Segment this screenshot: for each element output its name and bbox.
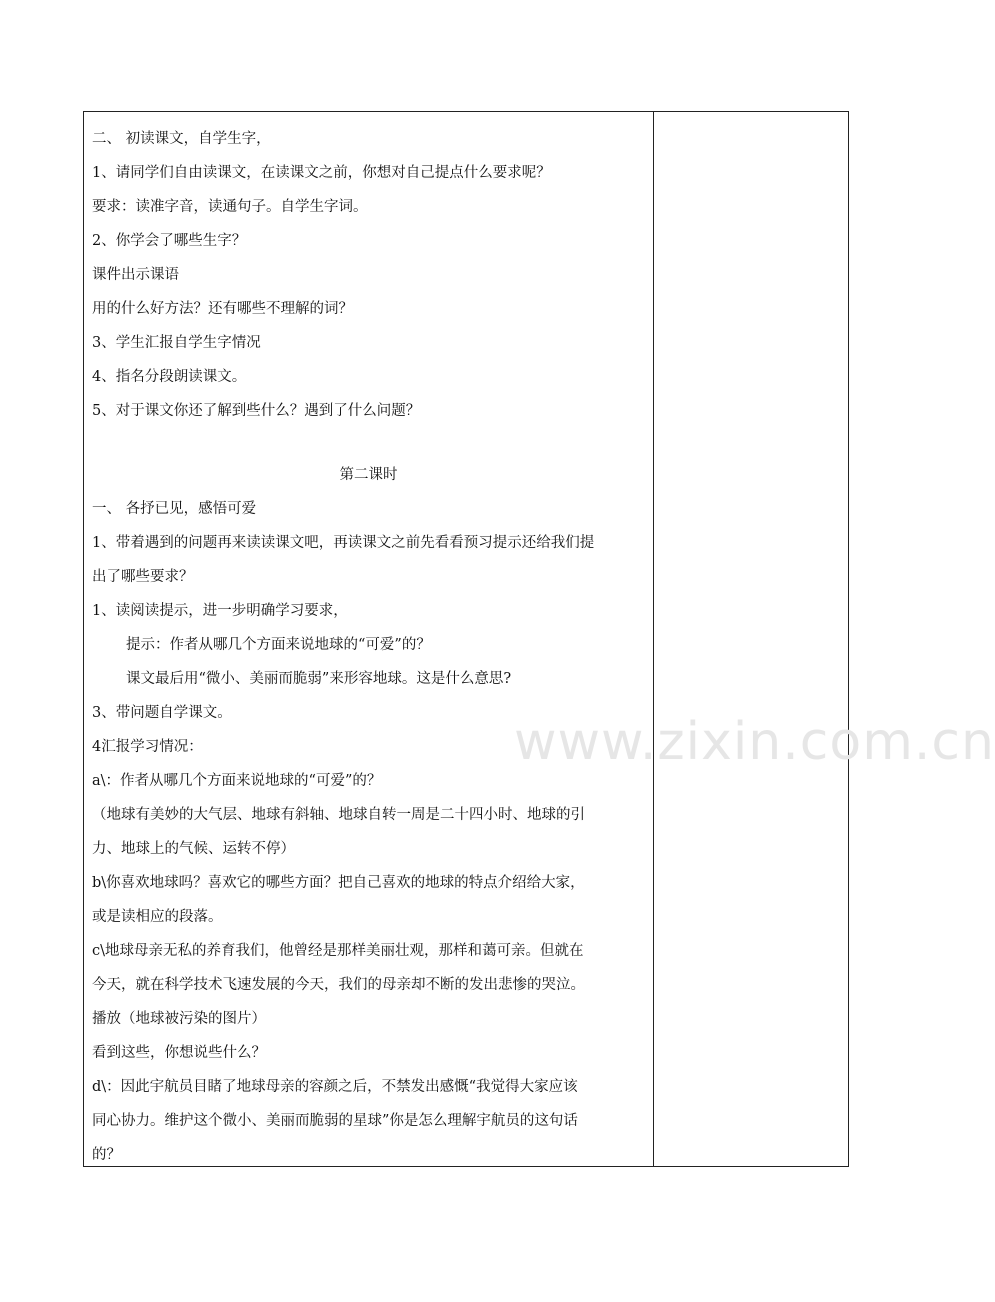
content-line: 用的什么好方法？还有哪些不理解的词？ <box>92 301 353 317</box>
section-heading: 一、 各抒已见，感悟可爱 <box>92 501 257 517</box>
lesson-plan-table <box>83 111 995 1167</box>
content-line: b\你喜欢地球吗？喜欢它的哪些方面？把自己喜欢的地球的特点介绍给大家， <box>92 875 585 891</box>
content-line: c\地球母亲无私的养育我们，他曾经是那样美丽壮观，那样和蔼可亲。但就在 <box>92 943 584 959</box>
content-line: 看到这些，你想说些什么？ <box>92 1045 266 1061</box>
section-heading: 二、 初读课文，自学生字， <box>92 131 271 147</box>
content-line: 课文最后用“微小、美丽而脆弱”来形容地球。这是什么意思? <box>126 671 512 687</box>
content-line: 的？ <box>92 1147 121 1163</box>
content-line: 5、对于课文你还了解到些什么？遇到了什么问题？ <box>92 403 421 419</box>
content-line: a\：作者从哪几个方面来说地球的“可爱”的？ <box>92 773 382 789</box>
content-line: 1、读阅读提示，进一步明确学习要求， <box>92 603 348 619</box>
watermark: www.zixin.com.cn <box>514 712 995 772</box>
content-line: 1、带着遇到的问题再来读读课文吧，再读课文之前先看看预习提示还给我们提 <box>92 535 595 551</box>
content-line: 4、指名分段朗读课文。 <box>92 369 247 385</box>
content-line: 2、你学会了哪些生字？ <box>92 233 247 249</box>
content-line: d\：因此宇航员目睹了地球母亲的容颜之后，不禁发出感慨“我觉得大家应该 <box>92 1079 578 1095</box>
lesson-content-cell <box>84 112 995 1166</box>
notes-cell <box>654 112 848 1166</box>
content-line: 播放（地球被污染的图片） <box>92 1011 266 1027</box>
content-line: 4汇报学习情况： <box>92 739 203 755</box>
content-line: 今天，就在科学技术飞速发展的今天，我们的母亲却不断的发出悲惨的哭泣。 <box>92 977 585 993</box>
content-line: 课件出示课语 <box>92 267 179 283</box>
content-line: （地球有美妙的大气层、地球有斜轴、地球自转一周是二十四小时、地球的引 <box>92 807 585 823</box>
content-line: 出了哪些要求？ <box>92 569 194 585</box>
content-line: 同心协力。维护这个微小、美丽而脆弱的星球”你是怎么理解宇航员的这句话 <box>92 1113 578 1129</box>
content-line: 或是读相应的段落。 <box>92 909 223 925</box>
content-line: 3、带问题自学课文。 <box>92 705 232 721</box>
lesson-period-title: 第二课时 <box>339 467 398 483</box>
content-line: 提示：作者从哪几个方面来说地球的“可爱”的？ <box>126 637 431 653</box>
content-line: 3、学生汇报自学生字情况 <box>92 335 261 351</box>
spacer <box>92 428 645 458</box>
content-line: 力、地球上的气候、运转不停） <box>92 841 295 857</box>
content-line: 要求：读准字音，读通句子。自学生字词。 <box>92 199 368 215</box>
content-line: 1、请同学们自由读课文，在读课文之前，你想对自己提点什么要求呢？ <box>92 165 551 181</box>
